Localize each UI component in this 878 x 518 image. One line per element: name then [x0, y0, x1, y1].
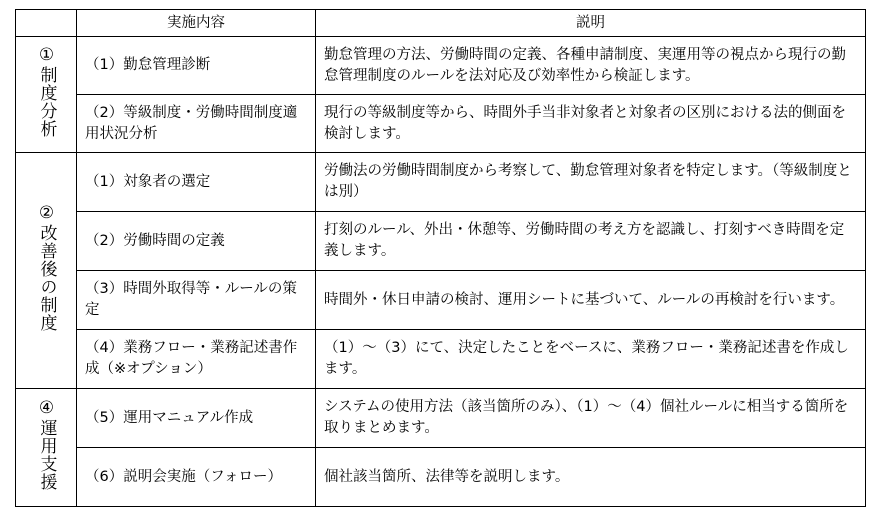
item-cell: （2）等級制度・労働時間制度適用状況分析: [77, 95, 316, 153]
header-description-cell: 説明: [316, 10, 866, 37]
section-label-cell: [16, 37, 77, 153]
description-cell: 個社該当箇所、法律等を説明します。: [316, 448, 866, 507]
item-cell: （1）対象者の選定: [77, 153, 316, 212]
section-label: ①制度分析: [36, 45, 57, 138]
description-cell: 時間外・休日申請の検討、運用シートに基づいて、ルールの再検討を行います。: [316, 271, 866, 330]
description-cell: （1）～（3）にて、決定したことをベースに、業務フロー・業務記述書を作成します。: [316, 330, 866, 389]
description-cell: 現行の等級制度等から、時間外手当非対象者と対象者の区別における法的側面を検討します。: [316, 95, 866, 153]
table-row: [16, 37, 866, 95]
table-row: [16, 448, 866, 507]
item-cell: （2）労働時間の定義: [77, 212, 316, 271]
table-row: [16, 389, 866, 448]
table-row: [16, 153, 866, 212]
description-cell: 労働法の労働時間制度から考察して、勤怠管理対象者を特定します。（等級制度とは別）: [316, 153, 866, 212]
table-row: [16, 271, 866, 330]
table-row: [16, 212, 866, 271]
item-cell: （1）勤怠管理診断: [77, 37, 316, 95]
service-table: [15, 9, 866, 507]
section-label-cell: [16, 389, 77, 507]
header-content-cell: 実施内容: [77, 10, 316, 37]
section-label: ④運用支援: [36, 398, 57, 491]
item-cell: （6）説明会実施（フォロー）: [77, 448, 316, 507]
section-label: ②改善後の制度: [36, 203, 57, 332]
description-cell: 打刻のルール、外出・休憩等、労働時間の考え方を認識し、打刻すべき時間を定義します。: [316, 212, 866, 271]
item-cell: （4）業務フロー・業務記述書作成（※オプション）: [77, 330, 316, 389]
item-cell: （3）時間外取得等・ルールの策定: [77, 271, 316, 330]
description-cell: 勤怠管理の方法、労働時間の定義、各種申請制度、実運用等の視点から現行の勤怠管理制度のルールを法対応及び効率性から検証します。: [316, 37, 866, 95]
item-cell: （5）運用マニュアル作成: [77, 389, 316, 448]
table-row: [16, 330, 866, 389]
description-cell: システムの使用方法（該当箇所のみ）、（1）～（4）個社ルールに相当する箇所を取りまとめます。: [316, 389, 866, 448]
header-row: [16, 10, 866, 37]
table-row: [16, 95, 866, 153]
section-label-cell: [16, 153, 77, 389]
header-section-cell: [16, 10, 77, 37]
